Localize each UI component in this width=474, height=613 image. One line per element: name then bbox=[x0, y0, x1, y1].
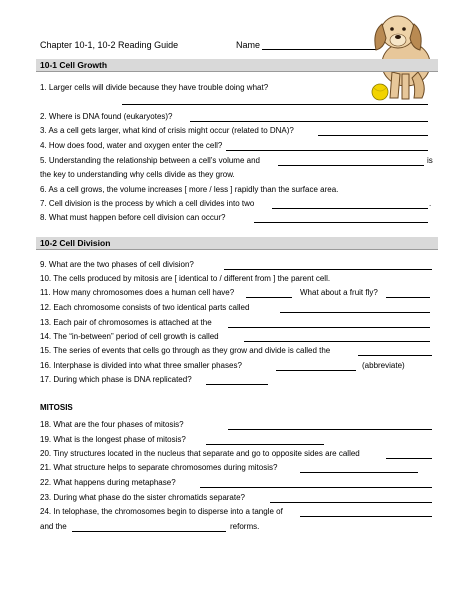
question-12: 12. Each chromosome consists of two identical parts called bbox=[40, 303, 250, 312]
question-7-period: . bbox=[429, 199, 432, 208]
answer-19-blank[interactable] bbox=[206, 437, 324, 445]
question-4: 4. How does food, water and oxygen enter the cell? bbox=[40, 141, 223, 150]
question-24-continued: and the bbox=[40, 522, 67, 531]
answer-21-blank[interactable] bbox=[300, 465, 418, 473]
question-14: 14. The “in-between” period of cell growth is called bbox=[40, 332, 219, 341]
question-9: 9. What are the two phases of cell division? bbox=[40, 260, 194, 269]
answer-1-blank[interactable] bbox=[122, 97, 428, 105]
answer-12-blank[interactable] bbox=[280, 305, 430, 313]
question-7: 7. Cell division is the process by which a cell divides into two bbox=[40, 199, 255, 208]
question-24: 24. In telophase, the chromosomes begin to disperse into a tangle of bbox=[40, 507, 283, 516]
question-3: 3. As a cell gets larger, what kind of crisis might occur (related to DNA)? bbox=[40, 126, 294, 135]
answer-22-blank[interactable] bbox=[200, 480, 432, 488]
answer-18-blank[interactable] bbox=[228, 422, 432, 430]
answer-17-blank[interactable] bbox=[206, 377, 268, 385]
answer-15-blank[interactable] bbox=[358, 348, 432, 356]
page-title: Chapter 10-1, 10-2 Reading Guide bbox=[40, 40, 179, 50]
answer-3-blank[interactable] bbox=[318, 128, 428, 136]
question-20: 20. Tiny structures located in the nucleus that separate and go to opposite sides are called bbox=[40, 449, 360, 458]
question-21: 21. What structure helps to separate chromosomes during mitosis? bbox=[40, 463, 278, 472]
question-5-continued: the key to understanding why cells divide as they grow. bbox=[40, 170, 235, 179]
section-heading: 10-2 Cell Division bbox=[40, 238, 111, 248]
question-10: 10. The cells produced by mitosis are [ identical to / different from ] the parent cell. bbox=[40, 274, 331, 283]
name-field-blank[interactable] bbox=[262, 42, 376, 50]
question-11-fruit-fly: What about a fruit fly? bbox=[300, 288, 378, 297]
puppy-illustration bbox=[362, 2, 440, 106]
answer-14-blank[interactable] bbox=[244, 334, 430, 342]
question-1: 1. Larger cells will divide because they have trouble doing what? bbox=[40, 83, 269, 92]
answer-7-blank[interactable] bbox=[272, 201, 428, 209]
question-18: 18. What are the four phases of mitosis? bbox=[40, 420, 184, 429]
question-17: 17. During which phase is DNA replicated? bbox=[40, 375, 192, 384]
question-16: 16. Interphase is divided into what three smaller phases? bbox=[40, 361, 242, 370]
section-header-cell-division bbox=[36, 237, 438, 250]
question-22: 22. What happens during metaphase? bbox=[40, 478, 176, 487]
answer-23-blank[interactable] bbox=[270, 495, 432, 503]
answer-5-blank[interactable] bbox=[278, 158, 424, 166]
section-heading: 10-1 Cell Growth bbox=[40, 60, 108, 70]
answer-11b-blank[interactable] bbox=[386, 290, 430, 298]
question-16-note: (abbreviate) bbox=[362, 361, 405, 370]
question-23: 23. During what phase do the sister chromatids separate? bbox=[40, 493, 246, 502]
mitosis-heading: MITOSIS bbox=[40, 403, 73, 412]
question-2: 2. Where is DNA found (eukaryotes)? bbox=[40, 112, 173, 121]
answer-24a-blank[interactable] bbox=[300, 509, 432, 517]
answer-16-blank[interactable] bbox=[276, 363, 356, 371]
name-label: Name bbox=[236, 40, 261, 50]
answer-8-blank[interactable] bbox=[254, 215, 428, 223]
question-5-suffix: is bbox=[427, 156, 433, 165]
question-15: 15. The series of events that cells go through as they grow and divide is called the bbox=[40, 346, 331, 355]
question-13: 13. Each pair of chromosomes is attached at the bbox=[40, 318, 212, 327]
answer-4-blank[interactable] bbox=[226, 143, 428, 151]
answer-2-blank[interactable] bbox=[190, 114, 428, 122]
question-24-suffix: reforms. bbox=[230, 522, 260, 531]
answer-24b-blank[interactable] bbox=[72, 524, 226, 532]
answer-13-blank[interactable] bbox=[228, 320, 430, 328]
answer-9-blank[interactable] bbox=[224, 262, 432, 270]
question-6: 6. As a cell grows, the volume increases [ more / less ] rapidly than the surface area. bbox=[40, 185, 339, 194]
question-8: 8. What must happen before cell division can occur? bbox=[40, 213, 226, 222]
section-header-cell-growth bbox=[36, 59, 438, 72]
answer-20-blank[interactable] bbox=[386, 451, 432, 459]
question-5: 5. Understanding the relationship between a cell’s volume and bbox=[40, 156, 260, 165]
question-11: 11. How many chromosomes does a human cell have? bbox=[40, 288, 235, 297]
question-19: 19. What is the longest phase of mitosis? bbox=[40, 435, 186, 444]
answer-11a-blank[interactable] bbox=[246, 290, 292, 298]
